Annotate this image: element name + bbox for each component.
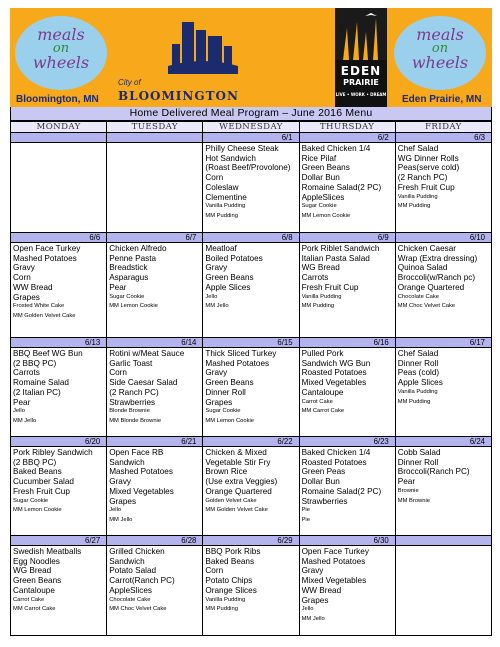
menu-item: WW Bread — [13, 282, 53, 292]
menu-item: Strawberries — [109, 397, 156, 407]
menu-item: Carrot(Ranch PC) — [109, 576, 175, 586]
day-menu-cell — [203, 546, 299, 636]
day-header: FRIDAY — [395, 122, 491, 133]
menu-item: Orange Quartered — [205, 486, 272, 496]
logo-text: meals — [37, 25, 85, 44]
menu-item: BBQ Beef WG Bun — [13, 349, 83, 358]
menu-item: Baked Chicken 1/4 — [301, 144, 371, 153]
date-row — [11, 437, 492, 447]
logo-text: meals — [416, 25, 464, 44]
menu-item: Carrots — [13, 368, 40, 378]
menu-item: Gravy — [205, 263, 228, 273]
day-menu-cell — [299, 447, 395, 536]
menu-row — [11, 243, 492, 338]
menu-item: Broccoli(Ranch PC) — [397, 467, 470, 477]
date-cell: 6/24 — [395, 437, 491, 447]
menu-item: Potato Chips — [205, 576, 253, 586]
menu-item: Grapes — [109, 496, 137, 506]
date-cell: 6/16 — [299, 338, 395, 348]
menu-item: Italian Pasta Salad — [301, 253, 370, 263]
dessert-item: MM Jello — [109, 516, 133, 523]
menu-title: Home Delivered Meal Program – June 2016 Menu — [10, 107, 492, 121]
menu-item: Dinner Roll — [397, 358, 439, 368]
dessert-item: Golden Velvet Cake — [205, 497, 257, 504]
menu-item: (Use extra Veggies) — [205, 477, 278, 487]
day-header: WEDNESDAY — [203, 122, 299, 133]
menu-page — [10, 8, 492, 636]
day-header: THURSDAY — [299, 122, 395, 133]
meals-on-wheels-logo-right — [394, 16, 486, 90]
day-menu-cell — [395, 546, 491, 636]
date-cell — [107, 133, 203, 143]
eden-tagline: LIVE • WORK • DREAM — [335, 92, 387, 97]
menu-item: Carrots — [301, 273, 329, 283]
day-menu-cell — [395, 447, 491, 536]
prairie-grass-icon — [335, 8, 387, 60]
menu-item: Pork Ribley Sandwich — [13, 448, 93, 457]
dessert-item: Carrot Cake — [301, 398, 333, 405]
menu-item: Egg Noodles — [13, 556, 60, 566]
menu-item: Potato Salad — [109, 566, 157, 576]
menu-item: Mashed Potatoes — [13, 253, 77, 263]
day-menu-cell — [395, 143, 491, 233]
dessert-item: Jello — [301, 606, 314, 613]
menu-item: Cantaloupe — [301, 387, 344, 397]
menu-item: Mixed Vegetables — [109, 486, 174, 496]
menu-item: Mixed Vegetables — [301, 576, 367, 586]
menu-item: Gravy — [301, 566, 324, 576]
menu-item: Dollar Bun — [301, 477, 340, 487]
dessert-item: Sugar Cookie — [13, 497, 49, 504]
day-menu-cell — [11, 447, 107, 536]
day-header-row — [11, 122, 492, 133]
menu-item: Fresh Fruit Cup — [301, 282, 359, 292]
day-menu-cell — [107, 348, 203, 437]
menu-item: Cucumber Salad — [13, 477, 74, 487]
dessert-item: MM Jello — [301, 615, 325, 622]
date-cell: 6/8 — [203, 233, 299, 243]
day-menu-cell — [11, 143, 107, 233]
dessert-item: MM Blonde Brownie — [109, 417, 162, 424]
menu-item: Brown Rice — [205, 467, 248, 477]
menu-item: Gravy — [13, 263, 35, 273]
day-menu-cell — [299, 243, 395, 338]
menu-item: Orange Quartered — [397, 282, 465, 292]
menu-item: Boiled Potatoes — [205, 253, 263, 263]
menu-item: Grapes — [205, 397, 233, 407]
dessert-item: Pie — [301, 507, 310, 514]
menu-item: Meatloaf — [205, 244, 237, 253]
dessert-item: Vanilla Pudding — [205, 203, 246, 210]
date-cell: 6/10 — [395, 233, 491, 243]
menu-item: Grapes — [13, 292, 40, 302]
dessert-item: Sugar Cookie — [205, 408, 241, 415]
date-cell: 6/1 — [203, 133, 299, 143]
menu-item: Gravy — [109, 477, 132, 487]
day-header: TUESDAY — [107, 122, 203, 133]
city-of-label: City of — [118, 78, 141, 87]
dessert-item: MM Choc Velvet Cake — [397, 303, 456, 310]
day-menu-cell — [107, 447, 203, 536]
menu-item: Pear — [109, 282, 127, 292]
date-cell — [395, 536, 491, 546]
prairie-wordmark: PRAIRIE — [343, 78, 379, 87]
dessert-item: MM Jello — [13, 417, 37, 424]
day-menu-cell — [299, 143, 395, 233]
logo-text: wheels — [32, 53, 90, 72]
menu-item: Philly Cheese Steak — [205, 144, 279, 153]
dessert-item: Vanilla Pudding — [301, 293, 342, 300]
dessert-item: Blonde Brownie — [109, 408, 150, 415]
menu-item: Baked Beans — [205, 556, 255, 566]
date-cell: 6/7 — [107, 233, 203, 243]
menu-item: WW Bread — [301, 585, 342, 595]
menu-item: Chicken Alfredo — [109, 244, 167, 253]
menu-item: Chicken & Mixed — [205, 448, 267, 457]
menu-item: Peas (cold) — [397, 368, 440, 378]
city-of-bloomington-logo — [108, 14, 258, 104]
date-cell: 6/9 — [299, 233, 395, 243]
menu-item: Romaine Salad(2 PC) — [301, 182, 382, 192]
menu-item: WG Bread — [13, 566, 52, 576]
day-menu-cell — [203, 243, 299, 338]
date-cell: 6/22 — [203, 437, 299, 447]
menu-item: (2 BBQ PC) — [13, 358, 57, 368]
eden-wordmark: EDEN — [340, 64, 382, 78]
date-cell: 6/28 — [107, 536, 203, 546]
dessert-item: Vanilla Pudding — [397, 388, 438, 395]
menu-item: Mixed Vegetables — [301, 378, 367, 388]
menu-item: Sandwich WG Bun — [301, 358, 371, 368]
menu-item: Rotini w/Meat Sauce — [109, 349, 185, 358]
eden-prairie-logo — [335, 8, 387, 107]
menu-item: Apple Slices — [205, 282, 251, 292]
menu-item: Pulled Pork — [301, 349, 344, 358]
menu-item: Green Peas — [301, 467, 346, 477]
menu-item: WG Bread — [301, 263, 340, 273]
menu-item: Breadstick — [109, 263, 148, 273]
city-label-bloomington: Bloomington, MN — [16, 94, 99, 105]
menu-row — [11, 143, 492, 233]
dessert-item: MM Pudding — [397, 203, 431, 210]
date-cell: 6/30 — [299, 536, 395, 546]
dessert-item: Frosted White Cake — [13, 303, 65, 310]
day-menu-cell — [11, 243, 107, 338]
day-menu-cell — [203, 143, 299, 233]
date-cell: 6/13 — [11, 338, 107, 348]
menu-item: Baked Beans — [13, 467, 62, 477]
dessert-item: MM Pudding — [205, 212, 238, 219]
menu-item: Corn — [205, 566, 224, 576]
menu-item: Penne Pasta — [109, 253, 157, 263]
menu-item: Wrap (Extra dressing) — [397, 253, 478, 263]
date-cell: 6/21 — [107, 437, 203, 447]
menu-item: Rice Pilaf — [301, 153, 337, 163]
day-menu-cell — [107, 143, 203, 233]
date-row — [11, 233, 492, 243]
menu-item: Fresh Fruit Cup — [397, 182, 455, 192]
dessert-item: Vanilla Pudding — [205, 596, 246, 603]
menu-item: Vegetable Stir Fry — [205, 457, 271, 467]
day-menu-cell — [11, 546, 107, 636]
date-cell: 6/23 — [299, 437, 395, 447]
menu-item: Dollar Bun — [301, 173, 340, 183]
menu-item: Open Face RB — [109, 448, 164, 457]
day-menu-cell — [203, 348, 299, 437]
menu-item: Chicken Caesar — [397, 244, 456, 253]
menu-item: Grapes — [301, 595, 329, 605]
date-cell: 6/2 — [299, 133, 395, 143]
menu-row — [11, 447, 492, 536]
menu-item: Romaine Salad — [13, 378, 69, 388]
dessert-item: MM Lemon Cookie — [13, 507, 62, 514]
menu-item: Mashed Potatoes — [109, 467, 173, 477]
menu-item: Sandwich — [109, 457, 145, 467]
day-menu-cell — [395, 348, 491, 437]
menu-item: Fresh Fruit Cup — [13, 486, 70, 496]
dessert-item: MM Choc Velvet Cake — [109, 606, 167, 613]
menu-item: (2 Italian PC) — [13, 387, 61, 397]
menu-item: Green Beans — [301, 163, 350, 173]
menu-item: Chef Salad — [397, 349, 439, 358]
date-cell: 6/6 — [11, 233, 107, 243]
menu-item: Corn — [13, 273, 31, 283]
menu-item: Chef Salad — [397, 144, 439, 153]
menu-item: Mashed Potatoes — [301, 556, 366, 566]
day-menu-cell — [395, 243, 491, 338]
meals-on-wheels-logo-left — [15, 16, 107, 90]
dessert-item: MM Lemon Cookie — [205, 417, 255, 424]
day-menu-cell — [203, 447, 299, 536]
menu-item: Cobb Salad — [397, 448, 441, 457]
menu-item: Peas(serve cold) — [397, 163, 460, 173]
menu-item: Side Caesar Salad — [109, 378, 178, 388]
dessert-item: MM Golden Velvet Cake — [205, 507, 268, 514]
date-row — [11, 338, 492, 348]
menu-item: Garlic Toast — [109, 358, 153, 368]
dessert-item: Jello — [109, 507, 122, 514]
menu-item: Green Beans — [13, 576, 62, 586]
menu-item: Hot Sandwich — [205, 153, 256, 163]
menu-item: Pear — [13, 397, 31, 407]
dessert-item: MM Carrot Cake — [13, 606, 56, 613]
dessert-item: Chocolate Cake — [397, 293, 439, 300]
day-menu-cell — [107, 546, 203, 636]
menu-item: Pear — [397, 477, 416, 487]
day-menu-cell — [299, 348, 395, 437]
menu-item: Broccoli(w/Ranch pc) — [397, 273, 476, 283]
date-cell: 6/14 — [107, 338, 203, 348]
skyline-icon — [168, 16, 238, 74]
menu-item: AppleSlices — [301, 192, 345, 202]
menu-item: (2 Ranch PC) — [397, 173, 448, 183]
menu-item: Corn — [109, 368, 127, 378]
menu-row — [11, 546, 492, 636]
menu-item: Swedish Meatballs — [13, 547, 82, 556]
dessert-item: Pie — [301, 516, 310, 523]
menu-item: Dinner Roll — [205, 387, 246, 397]
header-banner — [10, 8, 492, 107]
dessert-item: MM Lemon Cookie — [109, 303, 158, 310]
menu-item: Open Face Turkey — [13, 244, 81, 253]
date-cell: 6/27 — [11, 536, 107, 546]
menu-item: Thick Sliced Turkey — [205, 349, 277, 358]
dessert-item: Chocolate Cake — [109, 596, 151, 603]
dessert-item: Carrot Cake — [13, 596, 45, 603]
date-cell: 6/29 — [203, 536, 299, 546]
menu-item: Romaine Salad(2 PC) — [301, 486, 382, 496]
menu-item: Pork Riblet Sandwich — [301, 244, 380, 253]
date-row — [11, 536, 492, 546]
bloomington-wordmark: BLOOMINGTON — [118, 89, 239, 103]
day-header: MONDAY — [11, 122, 107, 133]
menu-item: (2 Ranch PC) — [109, 387, 159, 397]
menu-row — [11, 348, 492, 437]
menu-item: Mashed Potatoes — [205, 358, 270, 368]
menu-table — [10, 121, 492, 636]
menu-item: Clementine — [205, 192, 247, 202]
menu-item: BBQ Pork Ribs — [205, 547, 261, 556]
dessert-item: Brownie — [397, 487, 419, 494]
date-row — [11, 133, 492, 143]
menu-item: Open Face Turkey — [301, 547, 369, 556]
date-cell: 6/3 — [395, 133, 491, 143]
day-menu-cell — [299, 546, 395, 636]
menu-item: Asparagus — [109, 273, 149, 283]
dessert-item: MM Pudding — [301, 303, 335, 310]
menu-item: Dinner Roll — [397, 457, 439, 467]
menu-item: Strawberries — [301, 496, 348, 506]
menu-item: Green Beans — [205, 273, 254, 283]
menu-item: Apple Slices — [397, 378, 443, 388]
logo-text: on — [431, 41, 449, 56]
city-label-eden-prairie: Eden Prairie, MN — [402, 94, 482, 105]
dessert-item: MM Pudding — [397, 398, 431, 405]
dessert-item: MM Carrot Cake — [301, 408, 345, 415]
dessert-item: Jello — [205, 293, 218, 300]
dessert-item: MM Lemon Cookie — [301, 212, 351, 219]
menu-item: (Roast Beef/Provolone) — [205, 163, 291, 173]
menu-item: Grilled Chicken — [109, 547, 165, 556]
day-menu-cell — [107, 243, 203, 338]
menu-item: AppleSlices — [109, 585, 152, 595]
date-cell: 6/17 — [395, 338, 491, 348]
dessert-item: MM Pudding — [205, 606, 238, 613]
menu-item: Orange Slices — [205, 585, 257, 595]
menu-item: Green Beans — [205, 378, 254, 388]
date-cell: 6/20 — [11, 437, 107, 447]
day-menu-cell — [11, 348, 107, 437]
dessert-item: Vanilla Pudding — [397, 193, 438, 200]
logo-text: wheels — [411, 53, 469, 72]
menu-item: Sandwich — [109, 556, 145, 566]
dessert-item: MM Jello — [205, 303, 229, 310]
dessert-item: MM Brownie — [397, 497, 430, 504]
menu-item: WG Dinner Rolls — [397, 153, 459, 163]
logo-text: on — [52, 41, 70, 56]
dessert-item: MM Golden Velvet Cake — [13, 312, 76, 319]
date-cell — [11, 133, 107, 143]
dessert-item: Sugar Cookie — [301, 203, 337, 210]
menu-item: Cantaloupe — [13, 585, 55, 595]
dessert-item: Jello — [13, 408, 25, 415]
menu-item: Gravy — [205, 368, 228, 378]
menu-item: Roasted Potatoes — [301, 457, 367, 467]
menu-item: Roasted Potatoes — [301, 368, 367, 378]
date-cell: 6/15 — [203, 338, 299, 348]
dessert-item: Sugar Cookie — [109, 293, 145, 300]
menu-item: (2 BBQ PC) — [13, 457, 57, 467]
menu-item: Quinoa Salad — [397, 263, 448, 273]
menu-item: Corn — [205, 173, 224, 183]
menu-item: Coleslaw — [205, 182, 239, 192]
menu-item: Baked Chicken 1/4 — [301, 448, 371, 457]
